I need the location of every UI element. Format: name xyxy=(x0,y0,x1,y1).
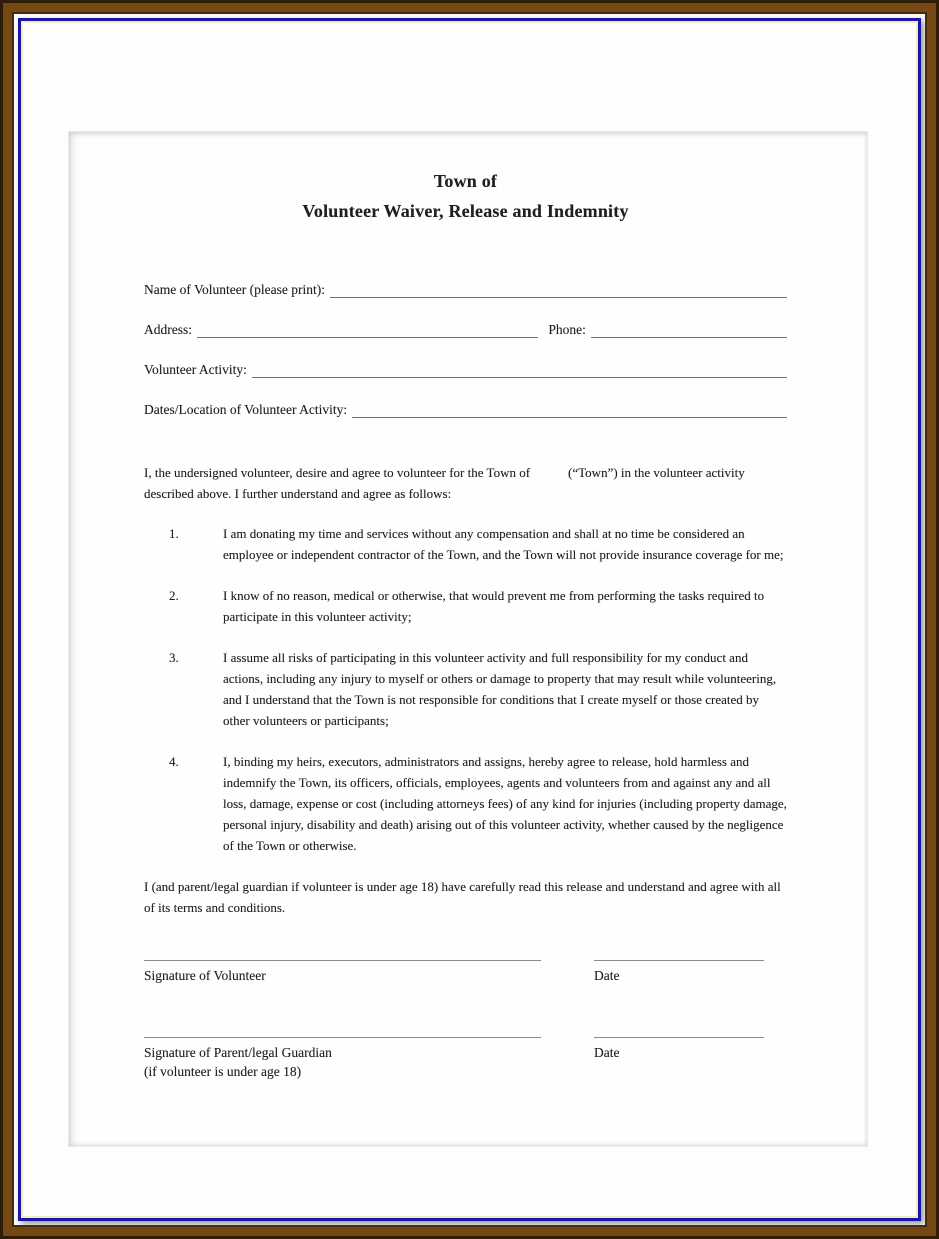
document-page xyxy=(68,131,868,1147)
signature-column-gap xyxy=(541,1037,594,1081)
address-blank-line xyxy=(197,320,538,338)
field-row-name xyxy=(144,278,787,298)
volunteer-date-block xyxy=(594,960,764,985)
numbered-terms-list xyxy=(169,523,787,856)
volunteer-activity-blank-line xyxy=(252,360,787,378)
term-text: I know of no reason, medical or otherwise, that would prevent me from performing the tasks required to participate in this volunteer activity; xyxy=(223,588,765,624)
field-row-dates-location xyxy=(144,398,787,418)
guardian-signature-label: Signature of Parent/legal Guardian xyxy=(144,1045,332,1060)
guardian-signature-line xyxy=(144,1037,541,1038)
intro-text-after-blank: (“Town”) in the volunteer activity described above. I further understand and agree as follows: xyxy=(144,465,745,501)
term-text: I, binding my heirs, executors, administrators and assigns, hereby agree to release, hold harmless and indemnify the Town, its officers, officials, employees, agents and volunteers from and against any and all loss, damage, expense or cost (including attorneys fees) of any kind for injuries (including property damage, personal injury, disability and death) arising out of this volunteer activity, whether caused by the negligence of the Town or otherwise. xyxy=(223,754,787,853)
volunteer-signature-block xyxy=(144,960,541,985)
guardian-date-label: Date xyxy=(594,1045,620,1060)
signature-row-volunteer xyxy=(144,960,787,985)
decorative-frame-mat xyxy=(12,12,927,1227)
term-text: I am donating my time and services without any compensation and shall at no time be considered an employee or independent contractor of the Town, and the Town will not provide insurance coverage for me; xyxy=(223,526,784,562)
name-of-volunteer-blank-line xyxy=(330,280,787,298)
dates-location-blank-line xyxy=(352,400,787,418)
signature-row-guardian xyxy=(144,1037,787,1081)
volunteer-date-line xyxy=(594,960,764,961)
field-row-activity xyxy=(144,358,787,378)
intro-text-before-blank: I, the undersigned volunteer, desire and agree to volunteer for the Town of xyxy=(144,465,531,480)
term-number: 3. xyxy=(169,650,179,665)
decorative-frame-blue xyxy=(18,18,921,1221)
title-line-2: Volunteer Waiver, Release and Indemnity xyxy=(302,201,629,221)
term-number: 1. xyxy=(169,526,179,541)
term-item-4 xyxy=(169,751,787,856)
title-line-1: Town of xyxy=(433,171,498,191)
volunteer-date-label: Date xyxy=(594,968,620,983)
volunteer-signature-label: Signature of Volunteer xyxy=(144,968,266,983)
volunteer-signature-line xyxy=(144,960,541,961)
term-number: 4. xyxy=(169,754,179,769)
term-item-3 xyxy=(169,647,787,731)
term-number: 2. xyxy=(169,588,179,603)
intro-paragraph xyxy=(144,462,787,504)
field-row-address-phone xyxy=(144,318,787,338)
guardian-signature-block xyxy=(144,1037,541,1081)
guardian-signature-sublabel: (if volunteer is under age 18) xyxy=(144,1064,302,1079)
guardian-date-line xyxy=(594,1037,764,1038)
term-text: I assume all risks of participating in this volunteer activity and full responsibility for my conduct and actions, including any injury to myself or others or damage to property that may result while volunteering, and I understand that the Town is not responsible for conditions that I create myself or those created by other volunteers or participants; xyxy=(223,650,777,728)
term-item-2 xyxy=(169,585,787,627)
form-fields xyxy=(144,278,787,418)
dates-location-label: Dates/Location of Volunteer Activity: xyxy=(144,402,348,417)
signature-column-gap xyxy=(541,960,594,985)
phone-blank-line xyxy=(591,320,787,338)
acknowledgement-paragraph: I (and parent/legal guardian if volunteer is under age 18) have carefully read this release and understand and agree with all of its terms and conditions. xyxy=(144,879,781,915)
address-label: Address: xyxy=(144,322,192,337)
term-item-1 xyxy=(169,523,787,565)
guardian-date-block xyxy=(594,1037,764,1081)
frame-content-area xyxy=(21,21,918,1218)
name-of-volunteer-label: Name of Volunteer (please print): xyxy=(144,282,325,297)
phone-label: Phone: xyxy=(548,322,586,337)
document-title xyxy=(144,166,787,226)
volunteer-activity-label: Volunteer Activity: xyxy=(144,362,247,377)
